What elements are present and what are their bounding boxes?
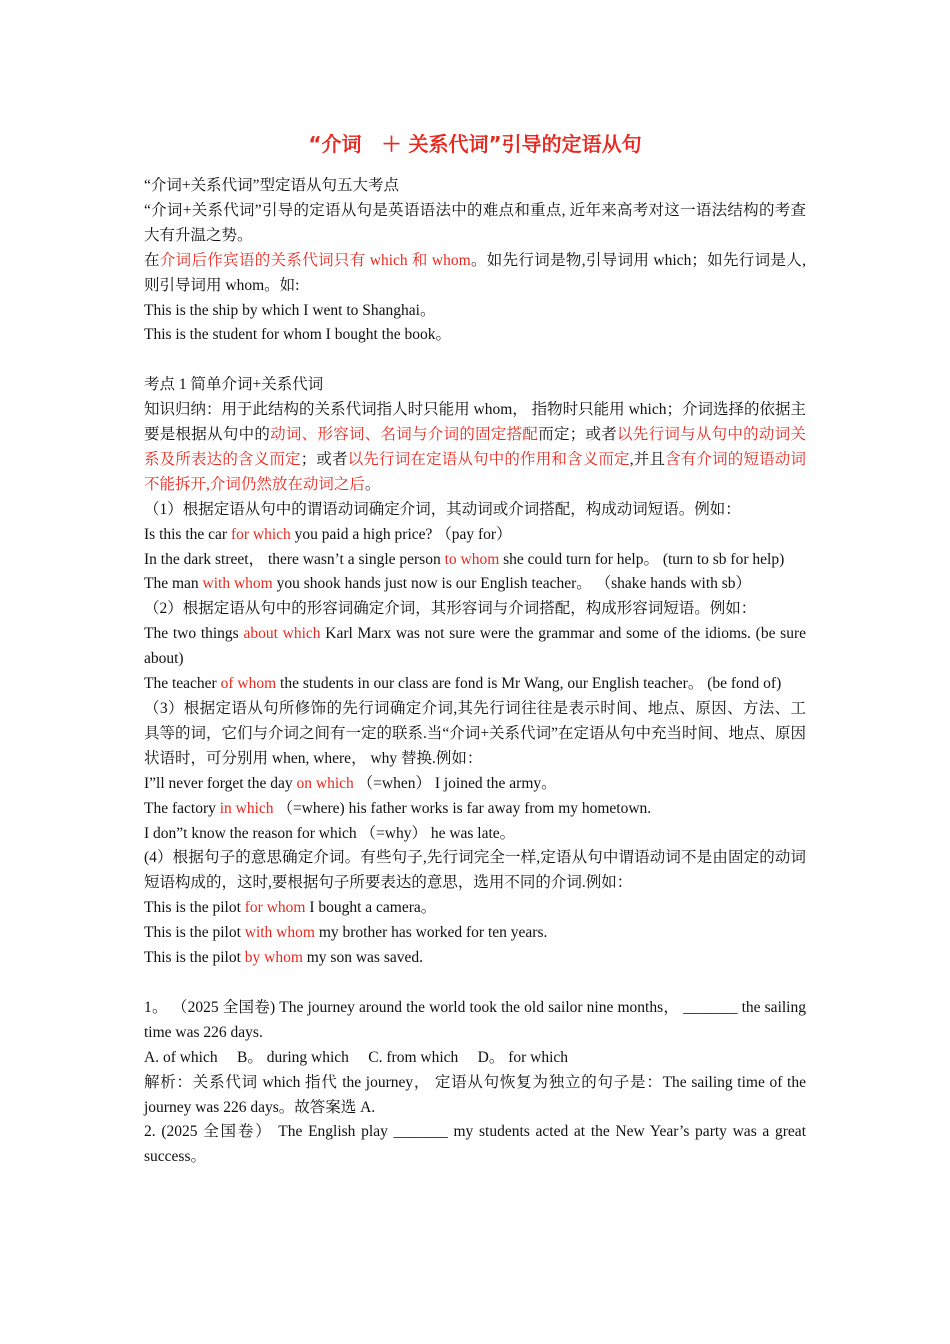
paragraph: [144, 996, 806, 1046]
text-run: A. of which B。 during which C. from which D。 for which: [144, 1048, 569, 1066]
paragraph: [144, 946, 806, 971]
blank-line: [144, 971, 806, 996]
text-run: The two things: [144, 625, 244, 643]
text-run: she could turn for help。 (turn to sb for help): [499, 550, 785, 568]
highlighted-text: for which: [230, 525, 291, 543]
page-title: “介词 ＋ 关系代词”引导的定语从句: [308, 132, 642, 156]
text-run: you shook hands just now is our English teacher。 （shake hands with sb）: [272, 575, 752, 593]
text-run: (4）根据句子的意思确定介词。有些句子,先行词完全一样,定语从句中谓语动词不是由固定的动词短语构成的，这时,要根据句子所要表达的意思，选用不同的介词.例如：: [144, 849, 806, 892]
text-run: This is the pilot: [144, 899, 245, 917]
paragraph: [144, 896, 806, 921]
text-run: 1。 （2025 全国卷) The journey around the world took the old sailor nine months， _______ the sailing time was 226 days.: [144, 998, 806, 1041]
text-run: I don”t know the reason for which （=why） he was late。: [144, 824, 516, 842]
paragraph: [144, 822, 806, 847]
paragraph: [144, 846, 806, 896]
highlighted-text: in which: [219, 799, 274, 817]
highlighted-text: on which: [296, 774, 354, 792]
paragraph: [144, 498, 806, 523]
text-run: This is the pilot: [144, 924, 245, 942]
text-run: the students in our class are fond is Mr Wang, our English teacher。 (be fond of): [276, 675, 782, 693]
highlighted-text: 含有介词的短语动词不能拆开,介词仍然放在动词之后: [144, 450, 806, 493]
text-run: 2. (2025 全国卷） The English play _______ my students acted at the New Year’s party was a great success。: [144, 1123, 806, 1166]
highlighted-text: about which: [243, 625, 321, 643]
text-run: Is this the car: [144, 525, 231, 543]
paragraph: [144, 199, 806, 249]
text-run: This is the pilot: [144, 949, 245, 967]
text-run: （3）根据定语从句所修饰的先行词确定介词,其先行词往往是表示时间、地点、原因、方法、工具等的词，它们与介词之间有一定的联系.当“介词+关系代词”在定语从句中充当时间、地点、原因状语时，可分别用 when, where， why 替换.例如：: [144, 700, 806, 767]
paragraph: [144, 597, 806, 622]
document-body: [144, 174, 806, 1170]
paragraph: [144, 174, 806, 199]
text-run: 。如先行词是物,引导词用 which；如先行词是人,则引导词用 whom。如:: [144, 251, 806, 294]
text-run: This is the ship by which I went to Shanghai。: [144, 301, 436, 319]
text-run: The teacher: [144, 675, 221, 693]
text-run: （1）根据定语从句中的谓语动词确定介词，其动词或介词搭配，构成动词短语。例如：: [144, 500, 741, 518]
paragraph: [144, 373, 806, 398]
text-run: 知识归纳：用于此结构的关系代词指人时只能用 whom， 指物时只能用 which；介词选择的依据主要是根据从句中的: [144, 401, 806, 444]
paragraph: [144, 1071, 806, 1121]
text-run: “介词+关系代词”引导的定语从句是英语语法中的难点和重点, 近年来高考对这一语法结构的考查大有升温之势。: [144, 201, 806, 244]
paragraph: [144, 1046, 806, 1071]
text-run: ；或者: [300, 450, 348, 468]
highlighted-text: 动词、形容词、名词与介词的固定搭配: [270, 426, 539, 444]
highlighted-text: 介词后作宾语的关系代词只有 which 和 whom: [159, 251, 471, 269]
text-run: you paid a high price? （pay for）: [290, 525, 512, 543]
paragraph: [144, 697, 806, 772]
highlighted-text: with whom: [202, 575, 273, 593]
paragraph: [144, 797, 806, 822]
highlighted-text: to whom: [444, 550, 500, 568]
paragraph: [144, 299, 806, 324]
highlighted-text: 以先行词与从句中的动词关系及所表达的含义而定: [144, 426, 806, 468]
text-run: ,并且: [629, 450, 666, 468]
paragraph: [144, 398, 806, 498]
text-run: （=where) his father works is far away from my hometown.: [273, 799, 652, 817]
text-run: Karl Marx was not sure were the grammar and some of the idioms. (be sure about): [144, 625, 807, 668]
text-run: my son was saved.: [302, 949, 423, 967]
text-run: 而定；或者: [538, 426, 618, 444]
paragraph: [144, 622, 806, 672]
highlighted-text: for whom: [244, 899, 306, 917]
text-run: In the dark street， there wasn’t a single person: [144, 550, 445, 568]
paragraph: [144, 572, 806, 597]
highlighted-text: with whom: [244, 924, 315, 942]
paragraph: [144, 548, 806, 573]
text-run: “介词+关系代词”型定语从句五大考点: [144, 177, 400, 194]
text-run: 在: [144, 251, 160, 269]
text-run: The factory: [144, 799, 220, 817]
blank-line: [144, 348, 806, 373]
text-run: I”ll never forget the day: [144, 774, 297, 792]
paragraph: [144, 921, 806, 946]
text-run: 解析：关系代词 which 指代 the journey， 定语从句恢复为独立的句子是：The sailing time of the journey was 226 days。故答案选 A.: [144, 1073, 806, 1116]
paragraph: [144, 523, 806, 548]
paragraph: [144, 772, 806, 797]
text-run: （=when） I joined the army。: [353, 774, 557, 792]
text-run: I bought a camera。: [305, 899, 437, 917]
text-run: The man: [144, 575, 203, 593]
text-run: 考点 1 简单介词+关系代词: [144, 376, 324, 394]
paragraph: [144, 672, 806, 697]
text-run: This is the student for whom I bought the book。: [144, 326, 451, 344]
document-page: [144, 130, 806, 1170]
paragraph: [144, 323, 806, 348]
text-run: （2）根据定语从句中的形容词确定介词，其形容词与介词搭配，构成形容词短语。例如：: [144, 600, 757, 618]
paragraph: [144, 249, 806, 299]
paragraph: [144, 1120, 806, 1170]
text-run: 。: [364, 475, 381, 493]
text-run: my brother has worked for ten years.: [314, 924, 548, 942]
highlighted-text: 以先行词在定语从句中的作用和含义而定: [347, 450, 630, 468]
highlighted-text: of whom: [220, 675, 277, 693]
highlighted-text: by whom: [244, 949, 303, 967]
